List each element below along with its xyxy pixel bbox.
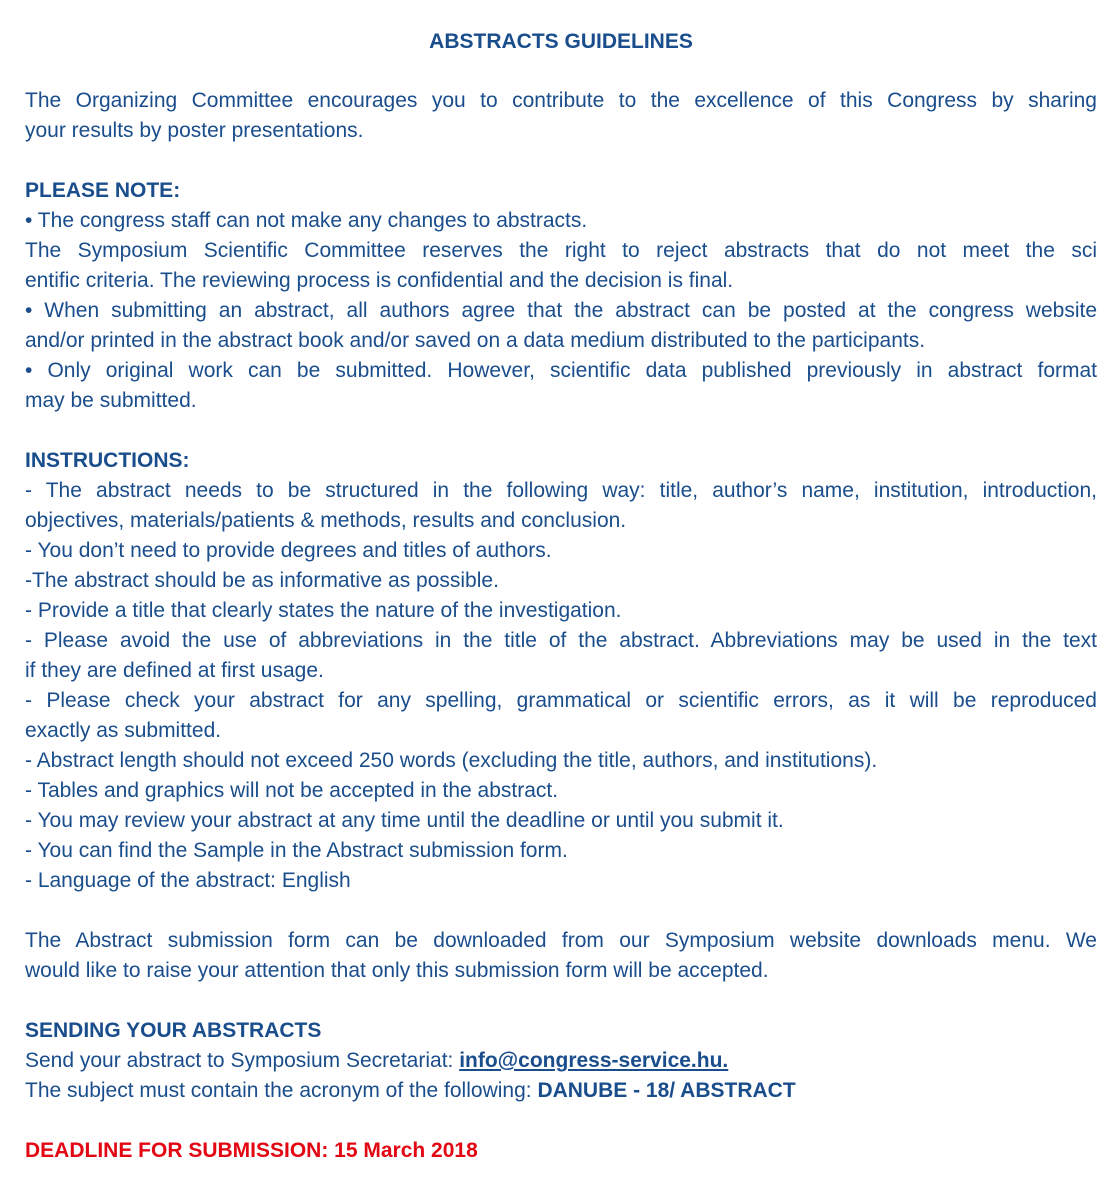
subject-prefix: The subject must contain the acronym of the following: [25, 1079, 538, 1102]
email-link[interactable]: info@congress-service.hu. [459, 1049, 729, 1072]
sending-heading: SENDING YOUR ABSTRACTS [25, 1019, 322, 1042]
page-title: ABSTRACTS GUIDELINES [429, 30, 693, 53]
instruction-line: - You don’t need to provide degrees and titles of authors. [25, 539, 552, 562]
note-line: may be submitted. [25, 389, 197, 412]
instruction-line: - Provide a title that clearly states the nature of the investigation. [25, 599, 622, 622]
note-line: • The congress staff can not make any changes to abstracts. [25, 209, 588, 232]
note-line: entific criteria. The reviewing process is confidential and the decision is final. [25, 269, 734, 292]
instruction-line: - You can find the Sample in the Abstract submission form. [25, 839, 568, 862]
instruction-line: exactly as submitted. [25, 719, 222, 742]
send-prefix: Send your abstract to Symposium Secretariat: [25, 1049, 460, 1072]
instruction-line: if they are defined at first usage. [25, 659, 324, 682]
form-note-line: The Abstract submission form can be downloaded from our Symposium website downloads menu. We [25, 929, 1097, 952]
instruction-line: - Tables and graphics will not be accepted in the abstract. [25, 779, 559, 802]
instruction-line: -The abstract should be as informative as possible. [25, 569, 499, 592]
intro-line: your results by poster presentations. [25, 119, 364, 142]
note-line: • When submitting an abstract, all authors agree that the abstract can be posted at the congress website [25, 299, 1097, 322]
instruction-line: - Please check your abstract for any spelling, grammatical or scientific errors, as it will be reproduced [25, 689, 1097, 712]
subject-line [25, 1076, 796, 1106]
deadline: DEADLINE FOR SUBMISSION: 15 March 2018 [25, 1139, 478, 1162]
instruction-line: - Please avoid the use of abbreviations in the title of the abstract. Abbreviations may be used in the text [25, 629, 1097, 652]
note-line: The Symposium Scientific Committee reserves the right to reject abstracts that do not meet the sci [25, 239, 1097, 262]
instruction-line: - The abstract needs to be structured in the following way: title, author’s name, institution, introduction, [25, 479, 1097, 502]
intro-line: The Organizing Committee encourages you to contribute to the excellence of this Congress by sharing [25, 89, 1097, 112]
instructions-heading: INSTRUCTIONS: [25, 449, 190, 472]
send-line [25, 1046, 728, 1076]
instruction-line: objectives, materials/patients & methods, results and conclusion. [25, 509, 627, 532]
instruction-line: - You may review your abstract at any time until the deadline or until you submit it. [25, 809, 784, 832]
instruction-line: - Abstract length should not exceed 250 words (excluding the title, authors, and institutions). [25, 749, 878, 772]
acronym: DANUBE - 18/ ABSTRACT [537, 1079, 796, 1102]
please-note-heading: PLEASE NOTE: [25, 179, 181, 202]
form-note-line: would like to raise your attention that only this submission form will be accepted. [25, 959, 769, 982]
note-line: • Only original work can be submitted. However, scientific data published previously in abstract format [25, 359, 1097, 382]
instruction-line: - Language of the abstract: English [25, 869, 351, 892]
note-line: and/or printed in the abstract book and/or saved on a data medium distributed to the participants. [25, 329, 926, 352]
